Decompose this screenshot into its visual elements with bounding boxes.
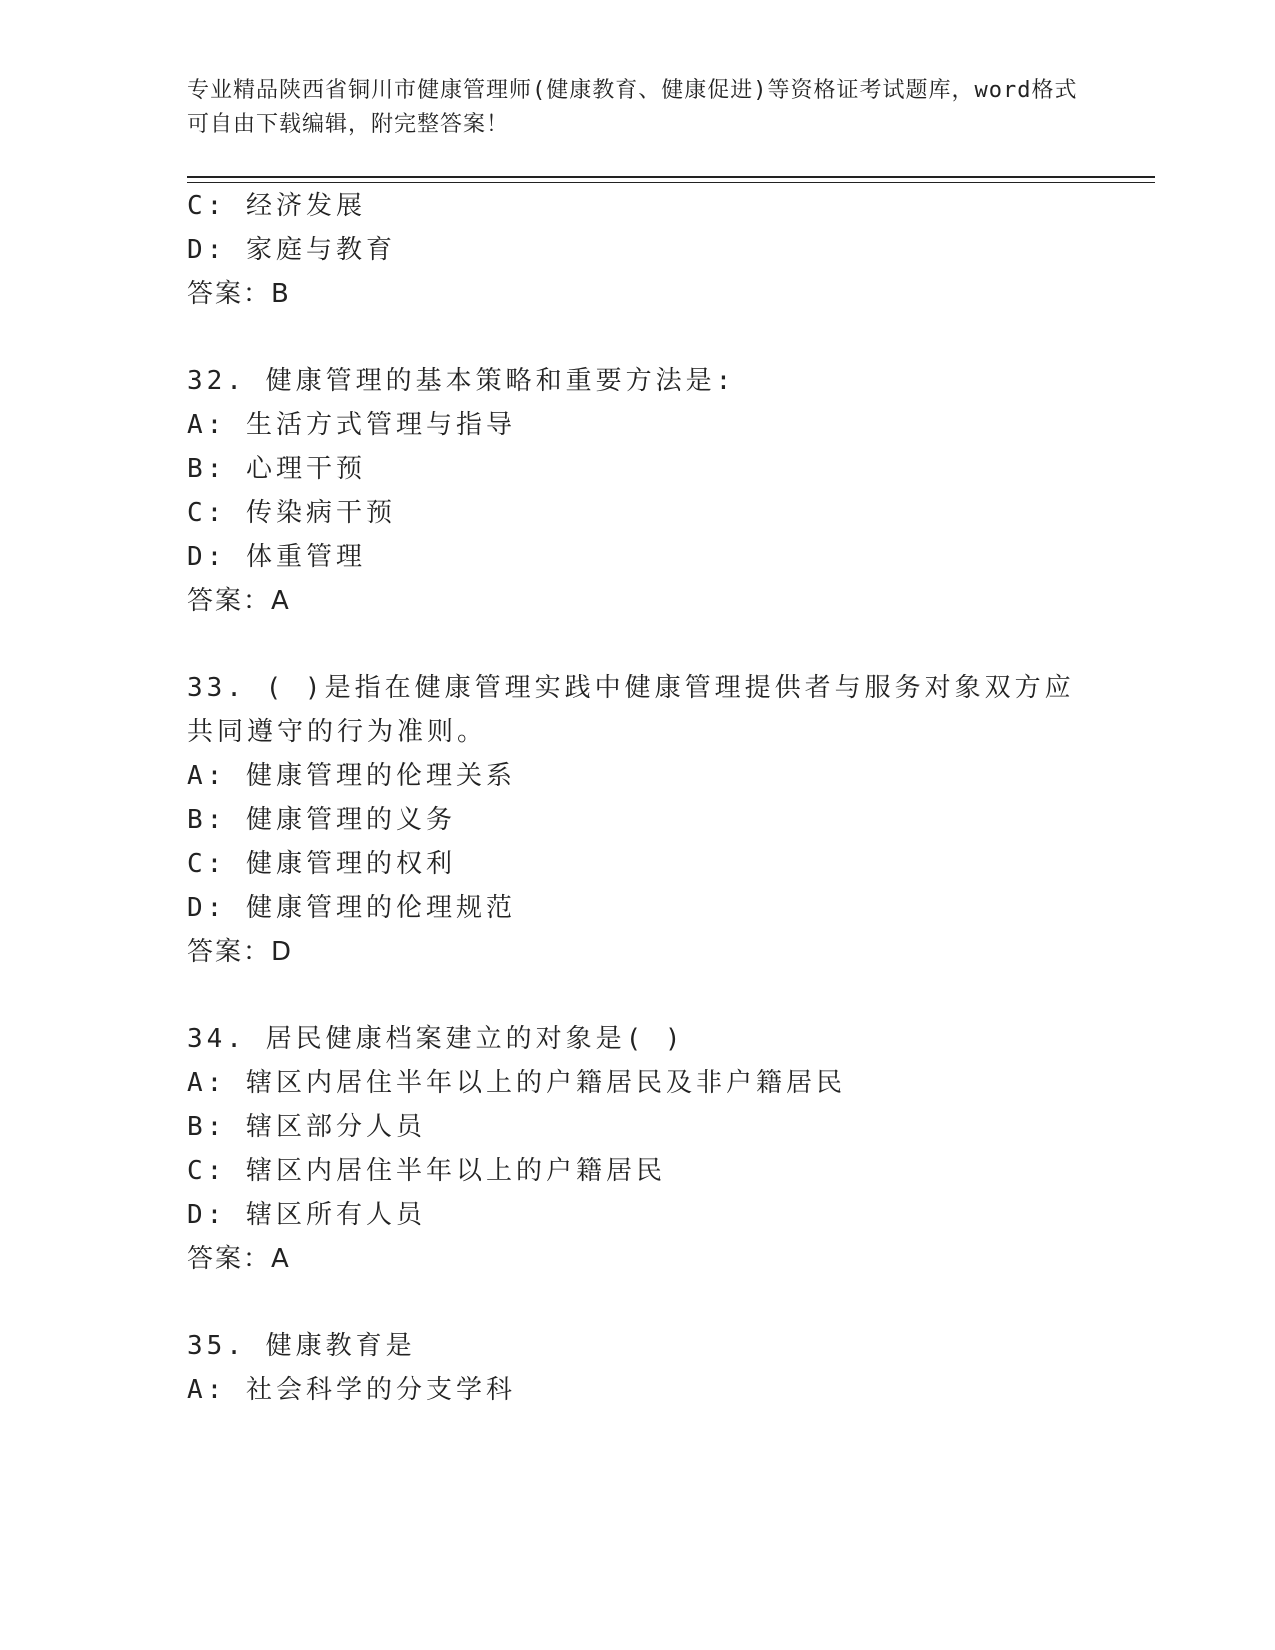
header-divider-thin bbox=[187, 182, 1155, 183]
q34-answer: 答案：A bbox=[187, 1244, 291, 1274]
q32-option-c: C: 传染病干预 bbox=[187, 498, 396, 528]
q33-stem-line1: 33. ( )是指在健康管理实践中健康管理提供者与服务对象双方应 bbox=[187, 673, 1075, 703]
q32-answer: 答案：A bbox=[187, 586, 291, 616]
q33-answer: 答案：D bbox=[187, 937, 294, 967]
q32-option-a: A: 生活方式管理与指导 bbox=[187, 410, 516, 440]
q32-stem: 32. 健康管理的基本策略和重要方法是: bbox=[187, 366, 736, 396]
document-header: 专业精品陕西省铜川市健康管理师(健康教育、健康促进)等资格证考试题库，word格式可自由下载编辑，附完整答案！ bbox=[187, 78, 1078, 137]
q34-option-a: A: 辖区内居住半年以上的户籍居民及非户籍居民 bbox=[187, 1068, 846, 1098]
q34-option-d: D: 辖区所有人员 bbox=[187, 1200, 426, 1230]
q33-option-c: C: 健康管理的权利 bbox=[187, 849, 456, 879]
q31-answer: 答案：B bbox=[187, 279, 291, 309]
q33-option-b: B: 健康管理的义务 bbox=[187, 805, 456, 835]
q33-option-d: D: 健康管理的伦理规范 bbox=[187, 893, 516, 923]
q35-option-a: A: 社会科学的分支学科 bbox=[187, 1375, 516, 1405]
q33-stem-line2: 共同遵守的行为准则。 bbox=[187, 717, 488, 747]
q34-option-c: C: 辖区内居住半年以上的户籍居民 bbox=[187, 1156, 666, 1186]
q35-stem: 35. 健康教育是 bbox=[187, 1331, 416, 1361]
header-divider-thick bbox=[187, 176, 1155, 178]
q34-option-b: B: 辖区部分人员 bbox=[187, 1112, 426, 1142]
q31-option-d: D: 家庭与教育 bbox=[187, 235, 396, 265]
q31-option-c: C: 经济发展 bbox=[187, 191, 366, 221]
q32-option-b: B: 心理干预 bbox=[187, 454, 366, 484]
q32-option-d: D: 体重管理 bbox=[187, 542, 366, 572]
q34-stem: 34. 居民健康档案建立的对象是( ) bbox=[187, 1024, 685, 1054]
q33-option-a: A: 健康管理的伦理关系 bbox=[187, 761, 516, 791]
